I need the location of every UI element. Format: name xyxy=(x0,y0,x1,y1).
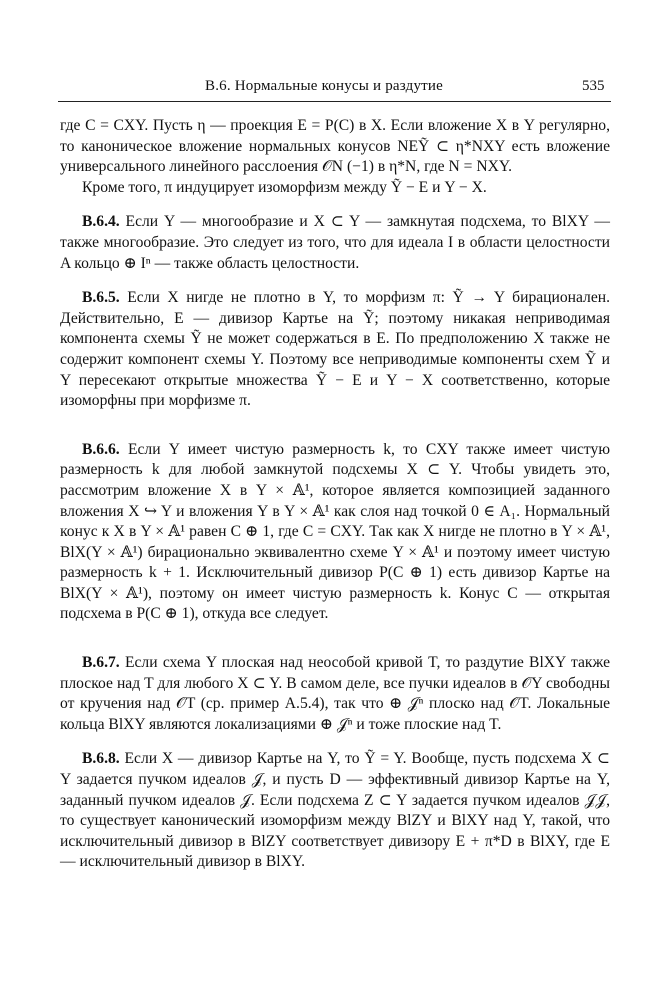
paragraph-b-6-5 xyxy=(60,288,610,412)
paragraph-continuation: где C = CXY. Пусть η — проекция E = P(C) в X. Если вложение X в Y регулярно, то каноническое вложение нормальных конусов NEỸ ⊂ η*NXY есть вложение универсального линейного расслоения 𝒪N (−1) в η*N, где N = NXY. xyxy=(60,117,610,176)
paragraph-label: В.6.5. xyxy=(82,289,120,307)
paragraph-text: Если схема Y плоская над неособой кривой T, то раздутие BlXY также плоское над T для любого X ⊂ Y. В самом деле, все пучки идеалов в 𝒪Y свободны от кручения над 𝒪T (ср. пример А.5.4), так что ⊕ 𝒥ⁿ плоско над 𝒪T. Локальные кольца BlXY являются локализациями ⊕ 𝒥ⁿ и тоже плоские над T. xyxy=(60,654,610,733)
running-title: В.6. Нормальные конусы и раздутие xyxy=(205,78,443,94)
paragraph-text: Если X — дивизор Картье на Y, то Ỹ = Y. Вообще, пусть подсхема X ⊂ Y задается пучком идеалов 𝒥, и пусть D — эффективный дивизор Картье на Y, заданный пучком идеалов 𝒥. Если подсхема Z ⊂ Y задается пучком идеалов 𝒥𝒥, то существует канонический изоморфизм между BlZY и BlXY над Y, такой, что исключительный дивизор в BlZY соответствует дивизору E + π*D в BlXY, где E — исключительный дивизор в BlXY. xyxy=(60,750,610,871)
paragraph-label: В.6.8. xyxy=(82,750,120,768)
paragraph-text: Если X нигде не плотно в Y, то морфизм π: Ỹ → Y бирационален. Действительно, E — дивизор Картье на Ỹ; поэтому никакая неприводимая компонента схемы Ỹ не может содержаться в E. По предположению X также не содержит компонент схемы Y. Поэтому все неприводимые компоненты схем Ỹ и Y пересекают открытые множества Ỹ − E и Y − X соответственно, которые изоморфны при морфизме π. xyxy=(60,289,610,410)
paragraph-text: Если Y имеет чистую размерность k, то CXY также имеет чистую размерность k для любой замкнутой подсхемы X ⊂ Y. Чтобы увидеть это, рассмотрим вложение X в Y × 𝔸¹, которое является композицией заданного вложения X ↪ Y и вложения Y в Y × 𝔸¹ как слоя над точкой 0 ∈ A₁. Нормальный конус к X в Y × 𝔸¹ равен C ⊕ 1, где C = CXY. Так как X нигде не плотно в Y × 𝔸¹, BlX(Y × 𝔸¹) бирационально эквивалентно схеме Y × 𝔸¹ и поэтому имеет чистую размерность k + 1. Исключительный дивизор P(C ⊕ 1) есть дивизор Картье на BlX(Y × 𝔸¹), поэтому он имеет чистую размерность k. Конус C — открытая подсхема в P(C ⊕ 1), откуда все следует. xyxy=(60,440,610,623)
header-rule xyxy=(58,101,611,102)
paragraph-b-6-6 xyxy=(60,440,610,625)
paragraph-b-6-7 xyxy=(60,653,610,735)
paragraph-label: В.6.6. xyxy=(82,440,120,458)
page-number: 535 xyxy=(582,78,605,94)
paragraph-isomorphism: Кроме того, π индуцирует изоморфизм между Ỹ − E и Y − X. xyxy=(82,178,487,196)
paragraph-b-6-4 xyxy=(60,212,610,274)
paragraph-label: В.6.7. xyxy=(82,654,120,672)
paragraph-label: В.6.4. xyxy=(82,213,120,231)
page-body xyxy=(60,116,610,873)
paragraph-b-6-8 xyxy=(60,749,610,873)
paragraph-text: Если Y — многообразие и X ⊂ Y — замкнутая подсхема, то BlXY — также многообразие. Это следует из того, что для идеала I в области целостности A кольцо ⊕ Iⁿ — также область целостности. xyxy=(60,213,610,272)
